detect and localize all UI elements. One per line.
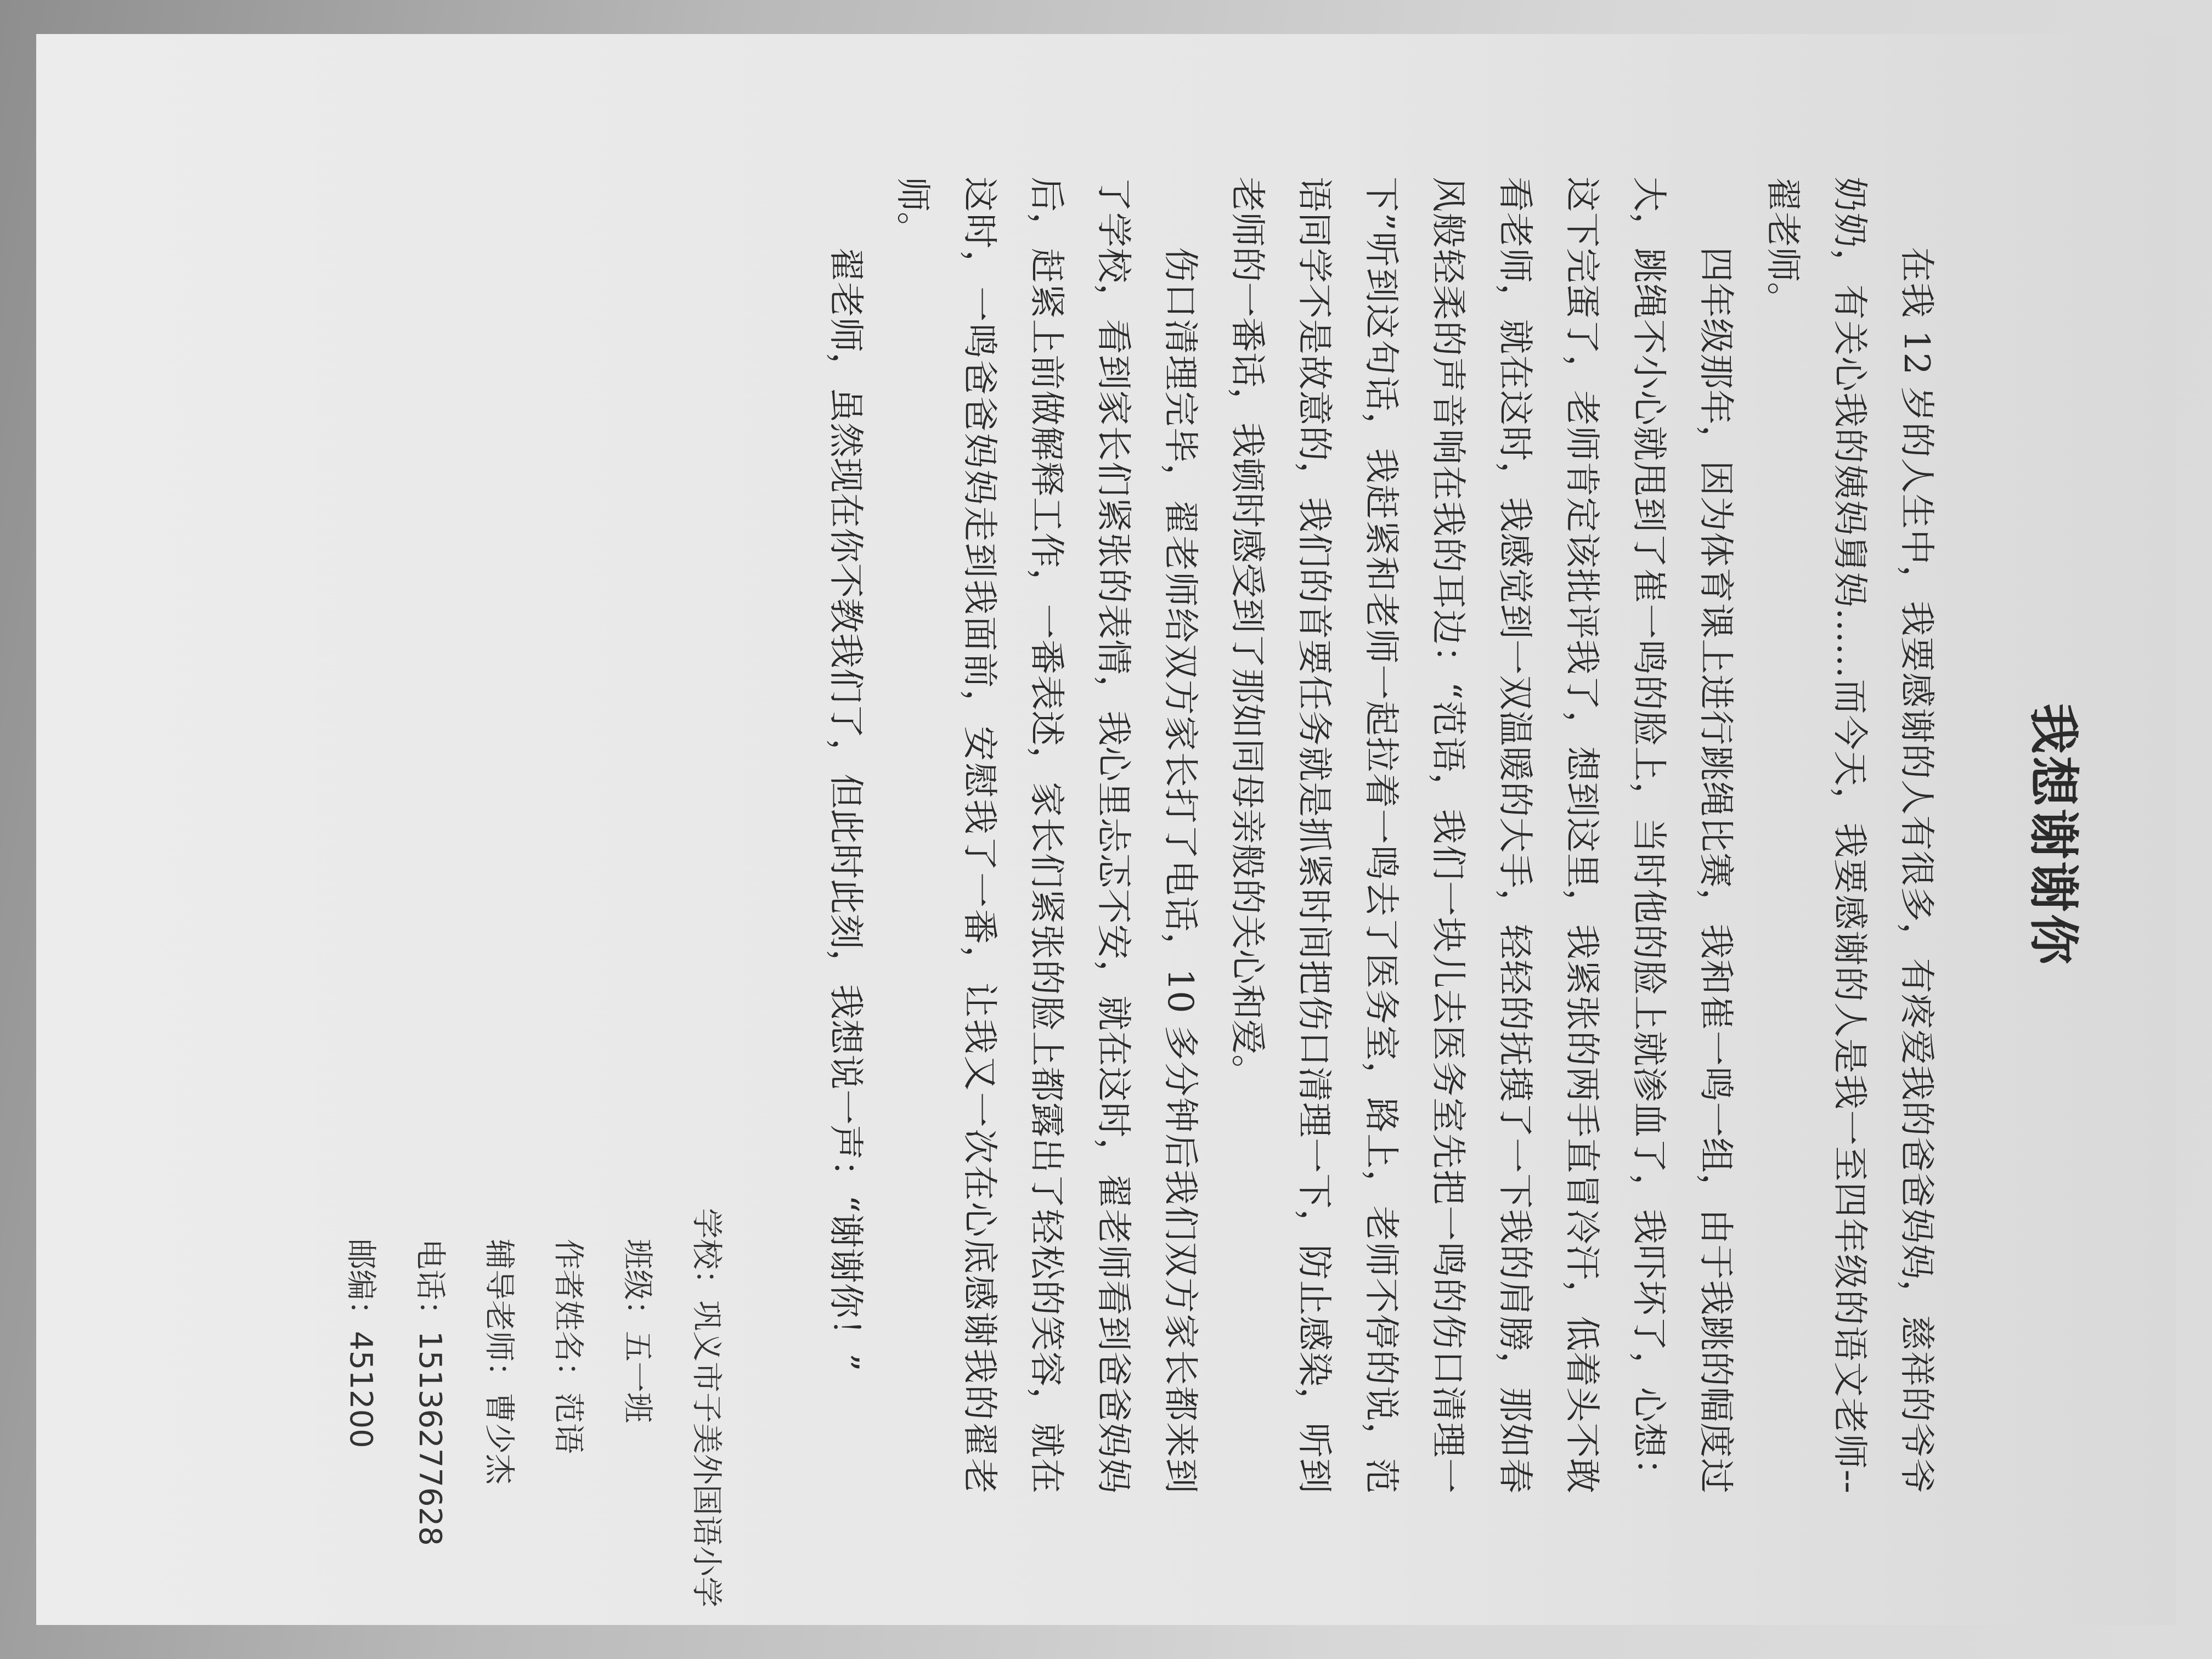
document-page (36, 34, 2176, 1625)
essay-paragraph-1: 在我 12 岁的人生中，我要感谢的人有很多，有疼爱我的爸爸妈妈，慈祥的爷爷奶奶，有关心我的姨妈舅妈……而今天，我要感谢的人是我一至四年级的语文老师--翟老师。 (1762, 177, 1937, 1493)
phone-line: 电话：15136277628 (412, 1239, 448, 1546)
essay-paragraph-2: 四年级那年，因为体育课上进行跳绳比赛，我和崔一鸣一组，由于我跳的幅度过大，跳绳不小心就甩到了崔一鸣的脸上，当时他的脸上就渗血了，我吓坏了，心想：这下完蛋了，老师肯定该批评我了，想到这里，我紧张的两手直冒冷汗，低着头不敢看老师，就在这时，我感觉到一双温暖的大手，轻轻的抚摸了一下我的肩膀，那如春风般轻柔的声音响在我的耳边：“范语，我们一块儿去医务室先把一鸣的伤口清理一下”听到这句话，我赶紧和老师一起拉着一鸣去了医务室，路上，老师不停的说，范语同学不是故意的，我们的首要任务就是抓紧时间把伤口清理一下，防止感染，听到老师的一番话，我顿时感受到了那如同母亲般的关心和爱。 (1227, 177, 1736, 1493)
class-line: 班级：五一班 (619, 1239, 655, 1423)
essay-paragraph-3: 伤口清理完毕，翟老师给双方家长打了电话，10 多分钟后我们双方家长都来到了学校，看到家长们紧张的表情，我心里忐忑不安，就在这时，翟老师看到爸爸妈妈后，赶紧上前做解释工作，一番表述，家长们紧张的脸上都露出了轻松的笑容，就在这时，一鸣爸爸妈妈走到我面前，安慰我了一番，让我又一次在心底感谢我的翟老师。 (892, 177, 1200, 1493)
postcode-line: 邮编：451200 (343, 1239, 379, 1448)
author-info-block (326, 1208, 741, 1607)
essay-title: 我想谢谢你 (2024, 703, 2083, 967)
school-line: 学校：巩义市子美外国语小学 (689, 1208, 724, 1607)
teacher-line: 辅导老师：曹少杰 (481, 1239, 517, 1485)
essay-paragraph-4: 翟老师，虽然现在你不教我们了，但此时此刻，我想说一声：“谢谢你！” (825, 247, 866, 1372)
author-line: 作者姓名：范语 (550, 1239, 586, 1454)
